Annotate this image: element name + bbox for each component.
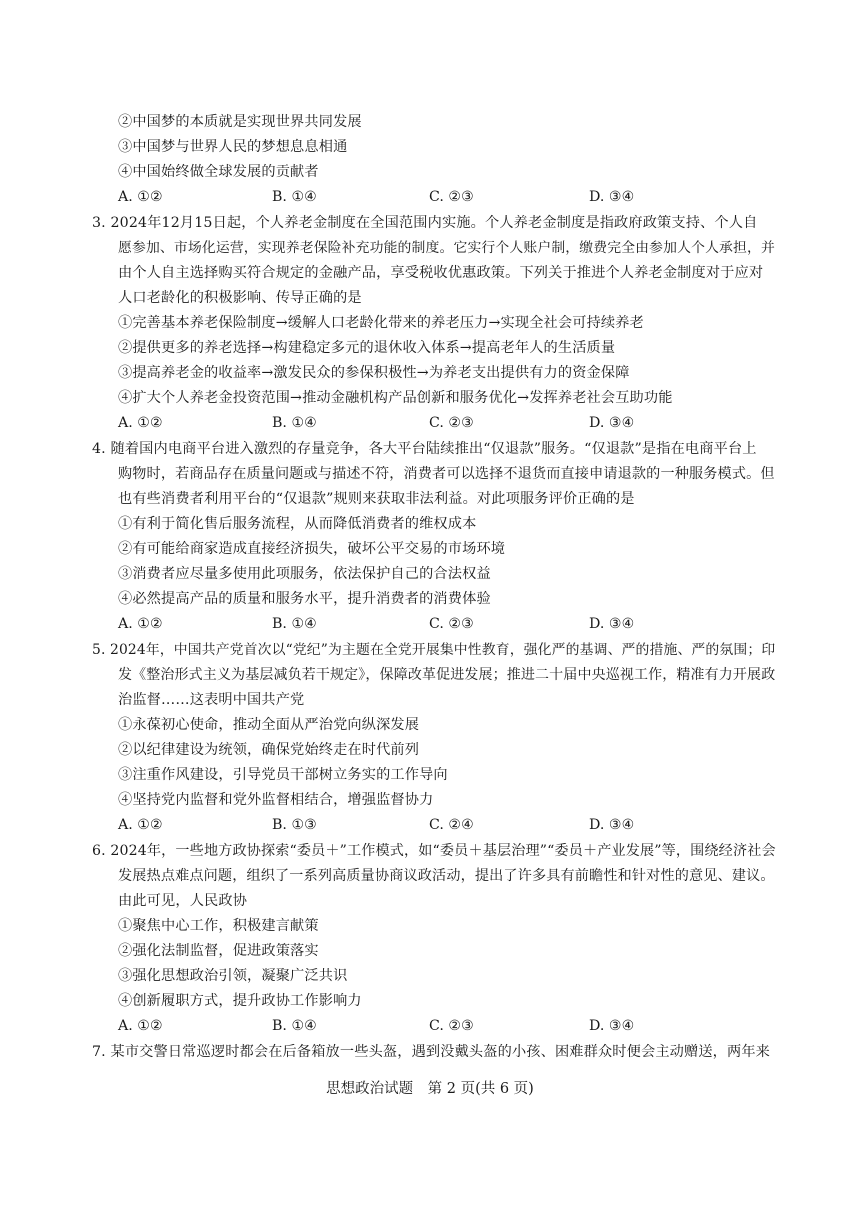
q3-stem-line-3: 由个人自主选择购买符合规定的金融产品，享受税收优惠政策。下列关于推进个人养老金制度对于应对 [118,265,764,281]
q5-item-2: ②以纪律建设为统领，确保党始终走在时代前列 [118,742,420,758]
q5-option-a: A. ①② [118,817,163,833]
q4-option-d: D. ③④ [589,616,635,632]
q6-option-a: A. ①② [118,1018,163,1034]
q4-stem-line-1: 4. 随着国内电商平台进入激烈的存量竞争，各大平台陆续推出“仅退款”服务。“仅退款”是指在电商平台上 [92,441,757,457]
q3-stem-line-2: 愿参加、市场化运营，实现养老保险补充功能的制度。它实行个人账户制，缴费完全由参加人个人承担，并 [118,240,775,256]
q2-option-c: C. ②③ [429,189,474,205]
q5-option-d: D. ③④ [589,817,635,833]
q3-item-2: ②提供更多的养老选择→构建稳定多元的退休收入体系→提高老年人的生活质量 [118,340,616,356]
q6-option-d: D. ③④ [589,1018,635,1034]
q5-item-4: ④坚持党内监督和党外监督相结合，增强监督协力 [118,792,434,808]
q5-item-3: ③注重作风建设，引导党员干部树立务实的工作导向 [118,767,448,783]
q6-item-2: ②强化法制监督，促进政策落实 [118,943,319,959]
q2-item-4: ④中国始终做全球发展的贡献者 [118,164,319,180]
q7-stem-line-1: 7. 某市交警日常巡逻时都会在后备箱放一些头盔，遇到没戴头盔的小孩、困难群众时便会主动赠送，两年来 [92,1044,771,1060]
q6-option-b: B. ①④ [272,1018,317,1034]
q2-option-a: A. ①② [118,189,163,205]
q2-item-3: ③中国梦与世界人民的梦想息息相通 [118,139,348,155]
q3-item-4: ④扩大个人养老金投资范围→推动金融机构产品创新和服务优化→发挥养老社会互助功能 [118,390,673,406]
q6-item-1: ①聚焦中心工作，积极建言献策 [118,918,319,934]
q6-option-c: C. ②③ [429,1018,474,1034]
q3-stem-line-4: 人口老龄化的积极影响、传导正确的是 [118,290,362,306]
q3-option-a: A. ①② [118,415,163,431]
q2-option-b: B. ①④ [272,189,317,205]
q5-item-1: ①永葆初心使命，推动全面从严治党向纵深发展 [118,717,420,733]
q2-option-d: D. ③④ [589,189,635,205]
q3-item-3: ③提高养老金的收益率→激发民众的参保积极性→为养老支出提供有力的资金保障 [118,365,630,381]
q4-option-b: B. ①④ [272,616,317,632]
q2-item-2: ②中国梦的本质就是实现世界共同发展 [118,114,362,130]
q4-item-4: ④必然提高产品的质量和服务水平，提升消费者的消费体验 [118,591,491,607]
q4-item-3: ③消费者应尽量多使用此项服务，依法保护自己的合法权益 [118,566,491,582]
q5-option-b: B. ①③ [272,817,317,833]
q3-option-b: B. ①④ [272,415,317,431]
q5-stem-line-1: 5. 2024年，中国共产党首次以“党纪”为主题在全党开展集中性教育，强化严的基调、严的措施、严的氛围；印 [92,642,776,658]
q6-stem-line-1: 6. 2024年，一些地方政协探索“委员＋”工作模式，如“委员＋基层治理”“委员＋产业发展”等，围绕经济社会 [92,843,776,859]
q5-stem-line-3: 治监督……这表明中国共产党 [118,692,305,708]
q6-item-3: ③强化思想政治引领，凝聚广泛共识 [118,968,348,984]
q6-stem-line-2: 发展热点难点问题，组织了一系列高质量协商议政活动，提出了许多具有前瞻性和针对性的意见、建议。 [118,868,775,884]
q5-option-c: C. ②④ [429,817,474,833]
q3-option-d: D. ③④ [589,415,635,431]
q4-option-c: C. ②③ [429,616,474,632]
q6-stem-line-3: 由此可见，人民政协 [118,893,248,909]
q4-stem-line-2: 购物时，若商品存在质量问题或与描述不符，消费者可以选择不退货而直接申请退款的一种服务模式。但 [118,466,775,482]
q4-stem-line-3: 也有些消费者利用平台的“仅退款”规则来获取非法利益。对此项服务评价正确的是 [118,491,635,507]
q4-item-2: ②有可能给商家造成直接经济损失，破坏公平交易的市场环境 [118,541,506,557]
q3-option-c: C. ②③ [429,415,474,431]
q3-stem-line-1: 3. 2024年12月15日起，个人养老金制度在全国范围内实施。个人养老金制度是指政府政策支持、个人自 [92,215,758,231]
q3-item-1: ①完善基本养老保险制度→缓解人口老龄化带来的养老压力→实现全社会可持续养老 [118,315,644,331]
q4-item-1: ①有利于简化售后服务流程，从而降低消费者的维权成本 [118,516,477,532]
q6-item-4: ④创新履职方式，提升政协工作影响力 [118,993,362,1009]
page-footer: 思想政治试题 第 2 页(共 6 页) [326,1081,534,1097]
q4-option-a: A. ①② [118,616,163,632]
q5-stem-line-2: 发《整治形式主义为基层减负若干规定》，保障改革促进发展；推进二十届中央巡视工作，精准有力开展政 [118,667,776,683]
